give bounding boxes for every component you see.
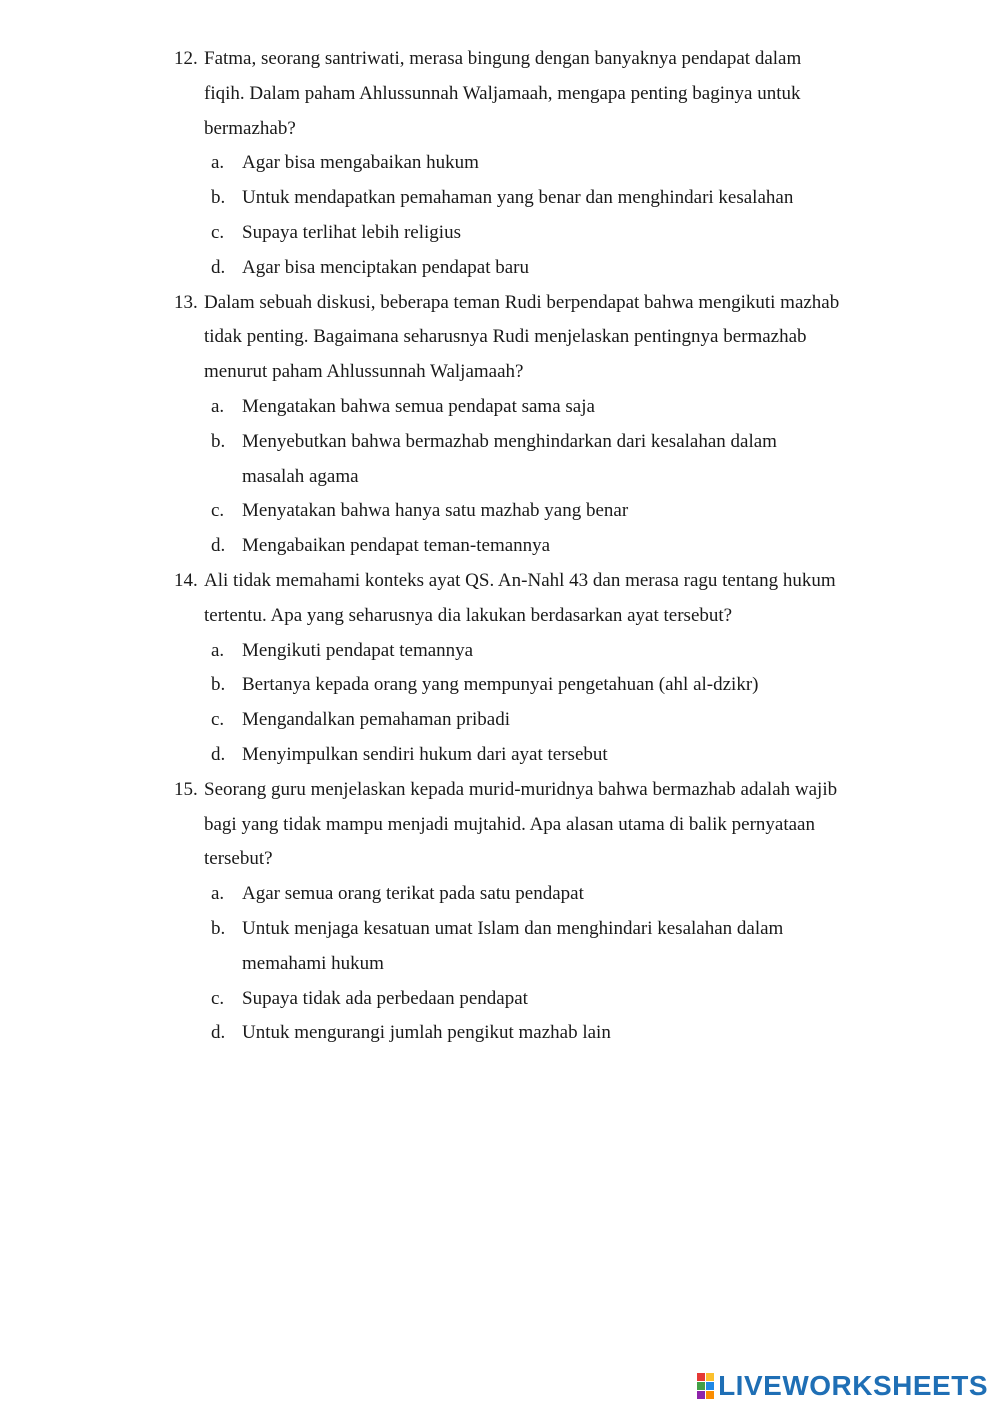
question-text-line: Fatma, seorang santriwati, merasa bingung dengan banyaknya pendapat dalam <box>204 48 802 69</box>
question-text-line: Dalam sebuah diskusi, beberapa teman Rudi berpendapat bahwa mengikuti mazhab <box>204 291 840 313</box>
option-letter: c. <box>211 709 225 731</box>
option-text-line: Untuk mendapatkan pemahaman yang benar dan menghindari kesalahan <box>242 187 794 209</box>
option-text-line: Untuk menjaga kesatuan umat Islam dan menghindari kesalahan dalam <box>242 917 784 939</box>
option-text-line: Mengabaikan pendapat teman-temannya <box>242 535 551 557</box>
option-letter: d. <box>211 535 226 557</box>
question-text-line: menurut paham Ahlussunnah Waljamaah? <box>204 361 524 383</box>
option-text-line: memahami hukum <box>242 952 384 974</box>
logo-square <box>706 1373 714 1381</box>
option-text-line: Menyimpulkan sendiri hukum dari ayat tersebut <box>242 743 608 765</box>
question-text-line: fiqih. Dalam paham Ahlussunnah Waljamaah, mengapa penting baginya untuk <box>204 82 801 104</box>
question-text-line: Ali tidak memahami konteks ayat QS. An-Nahl 43 dan merasa ragu tentang hukum <box>204 569 836 591</box>
option-text-line: masalah agama <box>242 465 359 487</box>
option-text-line: Menyatakan bahwa hanya satu mazhab yang benar <box>242 500 629 522</box>
option-letter: c. <box>211 221 225 243</box>
answer-option <box>211 912 882 982</box>
question-number: 14. <box>174 569 198 591</box>
answer-option <box>211 634 882 669</box>
answer-option <box>211 738 882 773</box>
option-letter: d. <box>211 256 226 278</box>
answer-option <box>211 494 882 529</box>
option-letter: c. <box>211 500 225 522</box>
option-text-line: Menyebutkan bahwa bermazhab menghindarkan dari kesalahan dalam <box>242 430 777 452</box>
option-text-line: Mengikuti pendapat temannya <box>242 639 474 661</box>
answer-option <box>211 146 882 181</box>
option-letter: b. <box>211 187 226 209</box>
answer-options <box>0 146 1000 285</box>
question-stem <box>174 42 904 146</box>
answer-option <box>211 390 882 425</box>
option-text-line: Agar bisa menciptakan pendapat baru <box>242 256 529 278</box>
question-text-line: Seorang guru menjelaskan kepada murid-muridnya bahwa bermazhab adalah wajib <box>204 778 838 800</box>
option-text-line: Agar semua orang terikat pada satu pendapat <box>242 883 584 905</box>
question-list <box>0 42 1000 1051</box>
option-letter: b. <box>211 917 226 939</box>
option-letter: b. <box>211 430 226 452</box>
answer-option <box>211 181 882 216</box>
option-text-line: Bertanya kepada orang yang mempunyai pengetahuan (ahl al-dzikr) <box>242 674 759 696</box>
logo-square <box>706 1391 714 1399</box>
question-item <box>0 773 1000 1051</box>
question-text-line: bermazhab? <box>204 117 296 139</box>
question-stem <box>174 286 904 390</box>
question-text-line: tertentu. Apa yang seharusnya dia lakukan berdasarkan ayat tersebut? <box>204 604 733 626</box>
option-text-line: Agar bisa mengabaikan hukum <box>242 152 479 174</box>
answer-options <box>0 877 1000 1051</box>
answer-option <box>211 877 882 912</box>
question-text-line: bagi yang tidak mampu menjadi mujtahid. Apa alasan utama di balik pernyataan <box>204 813 815 835</box>
logo-square <box>697 1373 705 1381</box>
answer-options <box>0 634 1000 773</box>
answer-option <box>211 425 882 495</box>
question-text-line: tersebut? <box>204 848 273 870</box>
question-text-line: tidak penting. Bagaimana seharusnya Rudi menjelaskan pentingnya bermazhab <box>204 326 807 348</box>
option-text-line: Supaya tidak ada perbedaan pendapat <box>242 987 528 1009</box>
answer-option <box>211 668 882 703</box>
option-letter: d. <box>211 743 226 765</box>
option-text-line: Untuk mengurangi jumlah pengikut mazhab lain <box>242 1022 611 1044</box>
answer-options <box>0 390 1000 564</box>
liveworksheets-logo <box>697 1370 988 1402</box>
option-text-line: Mengatakan bahwa semua pendapat sama saja <box>242 395 595 417</box>
logo-text: LIVEWORKSHEETS <box>718 1370 988 1401</box>
option-text-line: Mengandalkan pemahaman pribadi <box>242 709 511 731</box>
question-number: 12. <box>174 48 198 69</box>
answer-option <box>211 703 882 738</box>
option-letter: a. <box>211 152 225 174</box>
logo-mark-icon <box>697 1373 714 1399</box>
question-item <box>0 564 1000 773</box>
option-letter: b. <box>211 674 226 696</box>
logo-square <box>697 1391 705 1399</box>
answer-option <box>211 982 882 1017</box>
logo-square <box>706 1382 714 1390</box>
question-number: 15. <box>174 778 198 800</box>
question-number: 13. <box>174 291 198 313</box>
answer-option <box>211 251 882 286</box>
question-stem <box>174 773 904 877</box>
answer-option <box>211 216 882 251</box>
answer-option <box>211 1016 882 1051</box>
option-letter: a. <box>211 395 225 417</box>
option-text-line: Supaya terlihat lebih religius <box>242 221 461 243</box>
answer-option <box>211 529 882 564</box>
option-letter: a. <box>211 639 225 661</box>
option-letter: a. <box>211 883 225 905</box>
option-letter: c. <box>211 987 225 1009</box>
question-item <box>0 286 1000 564</box>
question-stem <box>174 564 904 634</box>
question-item <box>0 42 1000 286</box>
logo-square <box>697 1382 705 1390</box>
option-letter: d. <box>211 1022 226 1044</box>
